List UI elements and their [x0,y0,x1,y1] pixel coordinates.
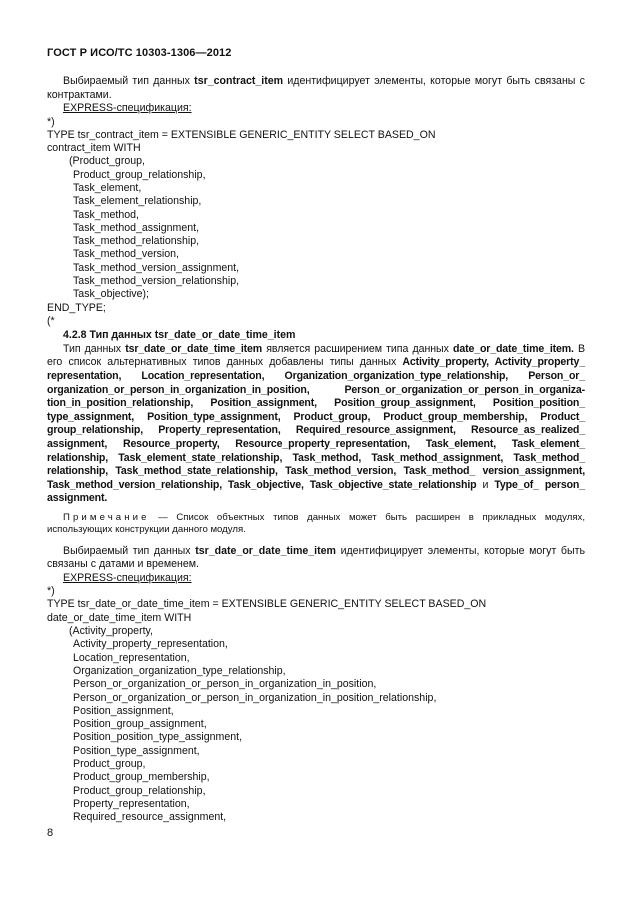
intro-text-end: идентифицирует элементы, которые могут быть связаны с контрактами. [47,75,585,101]
document-header: ГОСТ Р ИСО/ТС 10303-1306—2012 [47,47,232,59]
express-spec-label: EXPRESS-спецификация: [63,102,192,114]
intro-text: Выбираемый тип данных [63,75,195,87]
code-line: Property_representation, [73,797,190,810]
type-name: Type_of_ person_ assignment. [47,478,585,505]
code-line: Task_element, [73,181,142,194]
code-line: Task_method_relationship, [73,235,200,248]
code-line: Position_type_assignment, [73,744,200,757]
code-line: Task_method_version_relationship, [73,275,240,288]
express-spec-label: EXPRESS-спецификация: [63,571,192,584]
code-line: Location_representation, [73,651,190,664]
code-line: Product_group_membership, [73,771,210,784]
code-line: TYPE tsr_contract_item = EXTENSIBLE GENERIC_ENTITY SELECT BASED_ON [47,128,436,141]
code-line: Position_group_assignment, [73,718,207,731]
code-line: Person_or_organization_or_person_in_organization_in_position, [73,678,377,691]
section-paragraph [47,343,585,506]
intro-text: Выбираемый тип данных [63,544,196,557]
code-line: date_or_date_time_item WITH [47,611,192,624]
intro-text-end: идентифицирует элементы, которые могут быть связаны с датами и временем. [47,544,585,571]
type-name: tsr_date_or_date_time_item [195,544,336,557]
note [47,512,585,537]
type-name: tsr_date_or_date_time_item [125,342,263,355]
para-text: В его список альтернативных типов данных добавлены типы данных [47,342,585,369]
page-number: 8 [47,827,54,839]
code-block-date [47,585,585,824]
para-text: и [476,478,495,491]
code-line: TYPE tsr_date_or_date_time_item = EXTENSIBLE GENERIC_ENTITY SELECT BASED_ON [47,598,487,611]
code-line: Organization_organization_type_relationship, [73,664,286,677]
code-line: Required_resource_assignment, [73,811,227,824]
code-line: Task_method, [73,208,139,221]
para-text: Тип данных [63,342,126,355]
code-line: END_TYPE; [47,301,106,314]
code-line: Task_method_assignment, [73,221,200,234]
code-block-contract [47,116,585,329]
code-line: (Activity_property, [69,625,153,638]
code-line: (* [47,314,55,327]
type-name: tsr_contract_item [194,75,284,87]
code-line: Task_method_version_assignment, [73,261,240,274]
code-line: Product_group, [73,758,146,771]
section-heading: 4.2.8 Тип данных tsr_date_or_date_time_item [63,329,296,342]
code-line: (Product_group, [69,155,145,168]
code-line: Position_assignment, [73,704,174,717]
intro-paragraph [47,75,585,102]
para-text: является расширением типа данных [262,342,454,355]
code-line: *) [47,585,55,598]
code-line: Product_group_relationship, [73,168,206,181]
code-line: Task_element_relationship, [73,195,202,208]
document-page [47,47,585,825]
code-line: Task_method_version, [73,248,179,261]
code-line: Product_group_relationship, [73,784,206,797]
code-line: Position_position_type_assignment, [73,731,243,744]
code-line: Activity_property_representation, [73,638,228,651]
code-line: Person_or_organization_or_person_in_organization_in_position_relationship, [73,691,437,704]
types-list: Activity_property, Activity_property_ representation, Location_representation, Organization_organization_type_relationship, Person_or_ organization_or_person_in_organization_in_position, Person_or_organization_or_person_in_organiza-tion_in_position_relationship, Position_assignment, Position_group_assignment, Position_position_ type_assignment, Position_type_assignment, Product_group, Product_group_membership, Product_ group_relationship, Property_representation, Required_resource_assignment, Resource_as_realized_ assignment, Resource_property, Resource_property_representation, Task_element, Task_element_ relationship, Task_element_state_relationship, Task_method, Task_method_assignment, Task_method_ relationship, Task_method_state_relationship, Task_method_version, Task_method_ version_assignment, Task_method_version_relationship, Task_objective, Task_objective_state_relationship [47,356,585,491]
base-type-name: date_or_date_time_item. [453,342,574,355]
intro-paragraph-2 [47,545,585,572]
note-label: Примечание [63,511,150,523]
code-line: *) [47,115,55,128]
note-text: — Список объектных типов данных может быть расширен в прикладных модулях, использующих конструкции данного модуля. [47,511,585,536]
code-line: contract_item WITH [47,142,141,155]
code-line: Task_objective); [73,288,149,301]
